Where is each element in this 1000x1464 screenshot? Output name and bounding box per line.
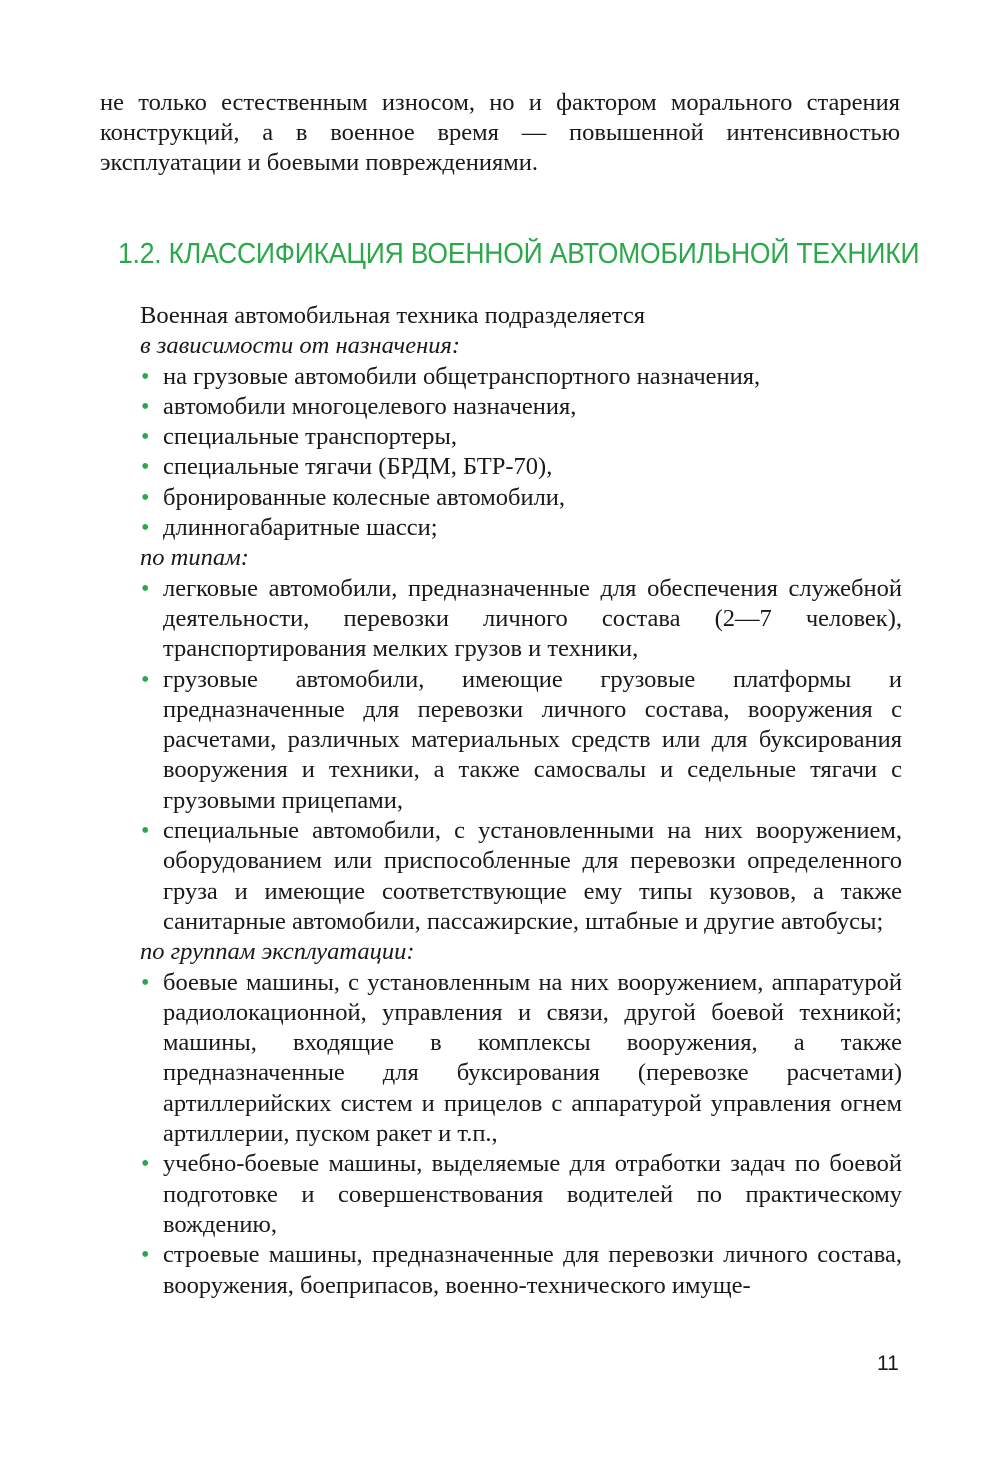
list-item-text: специальные транспортеры, <box>163 423 457 451</box>
bullet-icon: • <box>141 1151 150 1178</box>
list-item <box>140 362 902 392</box>
bullet-icon: • <box>141 818 150 845</box>
list-item <box>140 483 902 513</box>
list-item-text: боевые машины, с установленным на них вооружением, аппаратурой радиолокационной, управления и связи, другой боевой техникой; машины, входящие в комплексы вооружения, а также предназначенные для буксирования (перевозке расчетами) артиллерийских систем и прицелов с аппаратурой управления огнем артиллерии, пуском ракет и т.п., <box>163 968 902 1148</box>
group-list-purpose <box>140 362 902 544</box>
group-list-types <box>140 574 902 938</box>
list-item <box>140 422 902 452</box>
bullet-icon: • <box>141 666 150 693</box>
list-item <box>140 665 902 816</box>
list-item-text: строевые машины, предназначенные для перевозки личного состава, вооружения, боеприпасов, военно-технического имуще- <box>163 1241 902 1299</box>
list-item-text: грузовые автомобили, имеющие грузовые платформы и предназначенные для перевозки личного состава, вооружения с расчетами, различных материальных средств или для буксирования вооружения и техники, а также самосвалы и седельные тягачи с грузовыми прицепами, <box>163 665 902 814</box>
list-item-text: специальные автомобили, с установленными на них вооружением, оборудованием или приспособленные для перевозки определенного груза и имеющие соответствующие ему типы кузовов, а также санитарные автомобили, пассажирские, штабные и другие автобусы; <box>163 817 902 935</box>
lead-sentence: Военная автомобильная техника подразделяется <box>140 302 645 329</box>
bullet-icon: • <box>141 454 150 481</box>
list-item-text: бронированные колесные автомобили, <box>163 483 566 511</box>
bullet-icon: • <box>141 1242 150 1269</box>
intro-paragraph: не только естественным износом, но и фактором морального старения конструкций, а в военное время — повышенной интенсивностью эксплуатации и боевыми повреждениями. <box>100 89 900 176</box>
list-item-text: легковые автомобили, предназначенные для обеспечения служебной деятельности, перевозки личного состава (2—7 человек), транспортирования мелких грузов и техники, <box>163 574 902 663</box>
group-subhead-purpose: в зависимости от назначения: <box>140 332 461 360</box>
list-item-text: длинногабаритные шасси; <box>163 514 438 542</box>
page-number: 11 <box>877 1352 899 1375</box>
list-item-text: учебно-боевые машины, выделяемые для отработки задач по боевой подготовке и совершенствования водителей по практическому вождению, <box>163 1150 902 1238</box>
bullet-icon: • <box>141 515 150 542</box>
bullet-icon: • <box>141 484 150 511</box>
list-item <box>140 452 902 482</box>
group-subhead-operation: по группам эксплуатации: <box>140 938 415 966</box>
bullet-icon: • <box>141 575 150 602</box>
group-subhead-types: по типам: <box>140 544 249 572</box>
list-item <box>140 513 902 543</box>
group-list-operation <box>140 968 902 1301</box>
bullet-icon: • <box>141 393 150 420</box>
list-item <box>140 1240 902 1301</box>
bullet-icon: • <box>141 363 150 390</box>
list-item-text: на грузовые автомобили общетранспортного назначения, <box>163 362 761 390</box>
section-heading: 1.2. КЛАССИФИКАЦИЯ ВОЕННОЙ АВТОМОБИЛЬНОЙ ТЕХНИКИ <box>118 238 920 270</box>
bullet-icon: • <box>141 969 150 996</box>
bullet-icon: • <box>141 424 150 451</box>
list-item <box>140 574 902 665</box>
list-item <box>140 392 902 422</box>
list-item <box>140 1149 902 1240</box>
classification-body <box>140 301 902 1301</box>
list-item-text: автомобили многоцелевого назначения, <box>163 392 577 420</box>
list-item <box>140 816 902 937</box>
list-item-text: специальные тягачи (БРДМ, БТР-70), <box>163 453 553 481</box>
list-item <box>140 968 902 1150</box>
